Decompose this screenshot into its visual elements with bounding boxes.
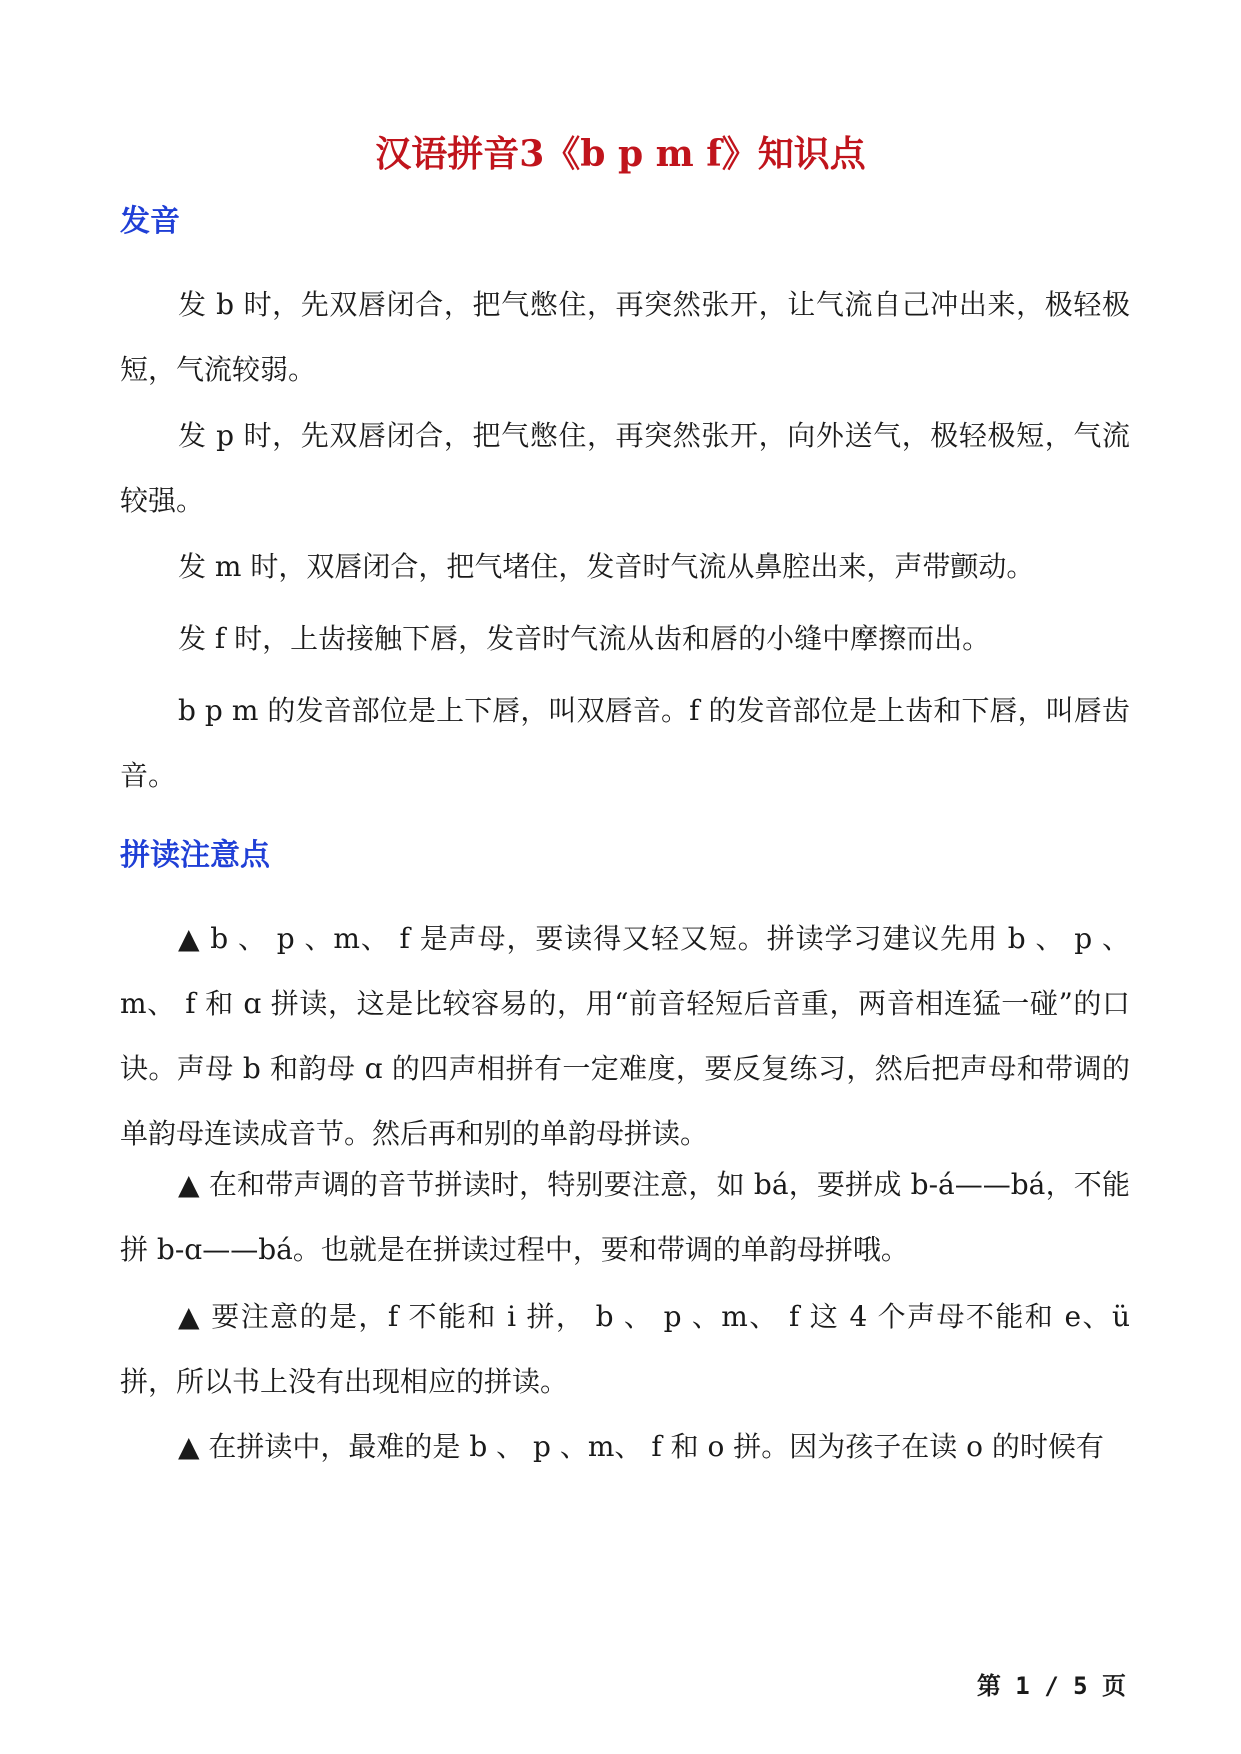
paragraph-note-2: ▲ 在和带声调的音节拼读时，特别要注意，如 bá，要拼成 b-á——bá，不能拼 b-ɑ——bá。也就是在拼读过程中，要和带调的单韵母拼哦。 xyxy=(120,1168,1130,1266)
paragraph-bpm-summary: b p m 的发音部位是上下唇，叫双唇音。f 的发音部位是上齿和下唇，叫唇齿音。 xyxy=(120,694,1130,792)
paragraph-note-3: ▲ 要注意的是，f 不能和 i 拼， b 、 p 、m、 f 这 4 个声母不能和 e、ü 拼，所以书上没有出现相应的拼读。 xyxy=(120,1300,1130,1398)
paragraph-m: 发 m 时，双唇闭合，把气堵住，发音时气流从鼻腔出来，声带颤动。 xyxy=(178,550,1035,583)
page-number: 第 1 / 5 页 xyxy=(976,1672,1126,1700)
document-title: 汉语拼音3《b p m f》知识点 xyxy=(375,133,866,175)
section-heading-reading-notes: 拼读注意点 xyxy=(120,838,270,873)
paragraph-note-1: ▲ b 、 p 、m、 f 是声母，要读得又轻又短。拼读学习建议先用 b 、 p 、 m、 f 和 ɑ 拼读，这是比较容易的，用“前音轻短后音重，两音相连猛一碰”的口诀。声母 b 和韵母 ɑ 的四声相拼有一定难度，要反复练习，然后把声母和带调的单韵母连读成音节。然后再和别的单韵母拼读。 xyxy=(120,922,1130,1150)
paragraph-f: 发 f 时，上齿接触下唇，发音时气流从齿和唇的小缝中摩擦而出。 xyxy=(178,622,991,655)
paragraph-p: 发 p 时，先双唇闭合，把气憋住，再突然张开，向外送气，极轻极短，气流较强。 xyxy=(120,419,1130,517)
paragraph-b: 发 b 时，先双唇闭合，把气憋住，再突然张开，让气流自己冲出来，极轻极短，气流较弱。 xyxy=(120,288,1130,386)
paragraph-note-4: ▲ 在拼读中，最难的是 b 、 p 、m、 f 和 o 拼。因为孩子在读 o 的时候有 xyxy=(178,1430,1104,1463)
section-heading-pronunciation: 发音 xyxy=(120,204,180,239)
